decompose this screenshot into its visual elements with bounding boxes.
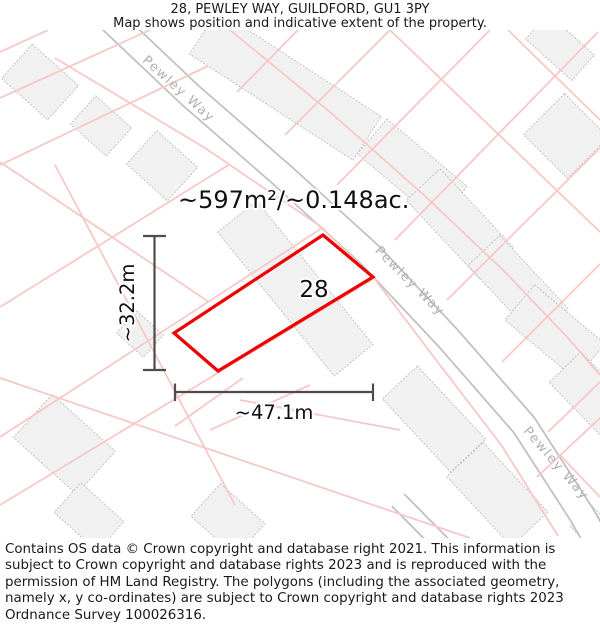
copyright-footer: [0, 538, 600, 625]
map-description-subtitle: Map shows position and indicative extent of the property.: [113, 16, 487, 31]
property-address-title: 28, PEWLEY WAY, GUILDFORD, GU1 3PY: [170, 2, 430, 17]
road-label-pewley-way-top: Pewley Way: [139, 53, 218, 126]
plot-area-label: ~597m²/~0.148ac.: [178, 186, 410, 214]
map-canvas: [0, 30, 600, 538]
width-dimension-line: [175, 384, 373, 402]
plot-number-label: 28: [299, 277, 329, 303]
width-dimension-label: ~47.1m: [234, 401, 314, 424]
copyright-text: Contains OS data © Crown copyright and database right 2021. This information is subject to Crown copyright and database rights 2023 and is reproduced with the permission of HM Land Registry. The polygons (including the associated geometry, namely x, y co-ordinates) are subject to Crown copyright and database rights 2023 Ordnance Survey 100026316.: [5, 542, 564, 623]
road-label-pewley-way-middle: Pewley Way: [371, 243, 448, 320]
map-header: [0, 0, 600, 30]
height-dimension-label: ~32.2m: [116, 263, 139, 343]
road-label-pewley-way-bottom: Pewley Way: [519, 424, 592, 504]
property-map: [0, 30, 600, 538]
